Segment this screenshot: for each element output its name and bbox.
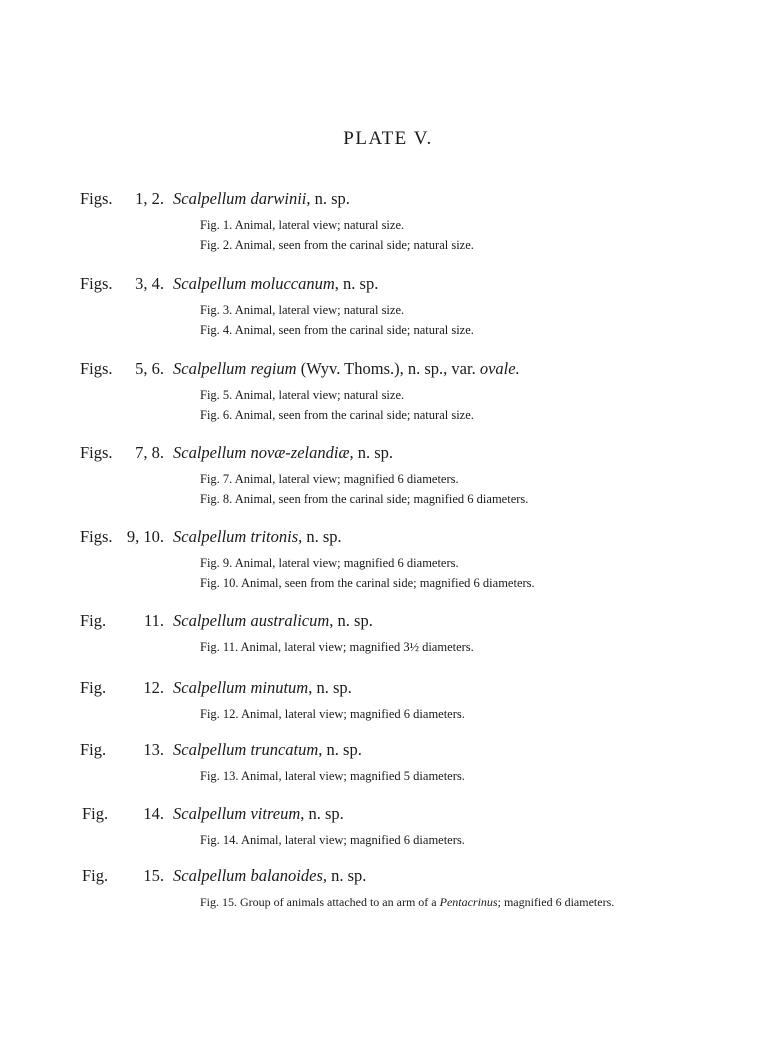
variety: ovale. — [479, 359, 520, 378]
caption-text: Animal, seen from the carinal side; natural size. — [234, 323, 474, 337]
caption — [200, 469, 776, 489]
figs-label: Figs. — [80, 359, 113, 378]
caption-text: Animal, lateral view; magnified 6 diameters. — [234, 472, 459, 486]
genus: Scalpellum — [173, 527, 247, 546]
caption-text: Animal, lateral view; magnified 6 diameters. — [234, 556, 459, 570]
genus: Scalpellum — [173, 678, 247, 697]
caption-fig: Fig. 5. — [200, 388, 233, 402]
figs-label: Fig. — [80, 678, 107, 697]
caption — [200, 385, 776, 405]
species-suffix: , n. sp. — [334, 274, 379, 293]
genus: Scalpellum — [173, 804, 247, 823]
plate-entry — [0, 443, 776, 509]
genus: Scalpellum — [173, 740, 247, 759]
caption-text: Animal, lateral view; magnified 3½ diameters. — [240, 640, 474, 654]
caption-text: Animal, seen from the carinal side; natural size. — [234, 238, 474, 252]
species: minutum — [250, 678, 309, 697]
figs-label: Figs. — [80, 189, 113, 208]
species-name — [173, 804, 344, 824]
entry-heading — [0, 527, 776, 553]
fig-numbers: 13. — [143, 740, 164, 759]
species-name — [173, 189, 350, 209]
plate-entry — [0, 678, 776, 724]
caption-text: Animal, lateral view; natural size. — [234, 218, 405, 232]
plate-entry — [0, 866, 776, 912]
species-suffix: , n. sp. — [300, 804, 344, 823]
species-name — [173, 443, 393, 463]
caption-text: Animal, lateral view; natural size. — [234, 388, 405, 402]
caption-text: Animal, lateral view; magnified 5 diameters. — [241, 769, 465, 783]
fig-numbers: 7, 8. — [135, 443, 164, 462]
species: darwinii — [250, 189, 307, 208]
caption-fig: Fig. 2. — [200, 238, 233, 252]
figs-label: Fig. — [80, 611, 107, 630]
plate-entry — [0, 740, 776, 786]
figs-label: Figs. — [80, 443, 113, 462]
caption — [200, 320, 776, 340]
caption-text: Group of animals attached to an arm of a — [240, 895, 437, 909]
plate-entry — [0, 804, 776, 850]
entry-heading — [0, 866, 776, 892]
species: balanoides — [250, 866, 323, 885]
species-suffix: , n. sp. — [298, 527, 342, 546]
fig-numbers: 9, 10. — [126, 527, 164, 546]
caption — [200, 300, 776, 320]
species-suffix: , n. sp. — [349, 443, 393, 462]
caption — [200, 405, 776, 425]
genus: Scalpellum — [173, 359, 247, 378]
genus: Scalpellum — [173, 866, 247, 885]
caption-tail: ; magnified 6 diameters. — [497, 895, 615, 909]
caption — [200, 215, 776, 235]
caption-fig: Fig. 10. — [200, 576, 239, 590]
species-suffix: , n. sp. — [306, 189, 350, 208]
entry-heading — [0, 611, 776, 637]
caption — [200, 637, 776, 657]
species-name — [173, 274, 378, 294]
caption-text: Animal, seen from the carinal side; natural size. — [234, 408, 474, 422]
species-name — [173, 527, 342, 547]
caption-fig: Fig. 13. — [200, 769, 239, 783]
caption — [200, 489, 776, 509]
caption-text: Animal, lateral view; magnified 6 diameters. — [241, 707, 465, 721]
genus: Scalpellum — [173, 274, 247, 293]
entry-heading — [0, 804, 776, 830]
caption-fig: Fig. 9. — [200, 556, 233, 570]
species-name — [173, 611, 373, 631]
caption-text: Animal, seen from the carinal side; magnified 6 diameters. — [234, 492, 529, 506]
species-suffix: , n. sp. — [318, 740, 362, 759]
fig-numbers: 5, 6. — [135, 359, 164, 378]
fig-numbers: 11. — [143, 611, 164, 630]
entry-heading — [0, 359, 776, 385]
caption-genus: Pentacrinus — [439, 895, 498, 909]
caption — [200, 573, 776, 593]
plate-entry — [0, 189, 776, 255]
fig-numbers: 1, 2. — [135, 189, 164, 208]
caption — [200, 830, 776, 850]
figs-label: Figs. — [80, 274, 113, 293]
caption-fig: Fig. 8. — [200, 492, 233, 506]
caption — [200, 704, 776, 724]
species-name — [173, 359, 520, 379]
fig-numbers: 15. — [143, 866, 164, 885]
species: tritonis — [250, 527, 299, 546]
caption-fig: Fig. 12. — [200, 707, 239, 721]
caption-text: Animal, seen from the carinal side; magnified 6 diameters. — [241, 576, 535, 590]
caption-fig: Fig. 4. — [200, 323, 233, 337]
species: regium — [250, 359, 297, 378]
fig-numbers: 14. — [143, 804, 164, 823]
plate-title: PLATE V. — [343, 128, 433, 149]
caption-text: Animal, lateral view; magnified 6 diameters. — [241, 833, 465, 847]
entry-heading — [0, 678, 776, 704]
fig-numbers: 3, 4. — [135, 274, 164, 293]
caption — [200, 235, 776, 255]
species-suffix: , n. sp. — [308, 678, 352, 697]
caption — [200, 766, 776, 786]
entry-heading — [0, 740, 776, 766]
caption-fig: Fig. 14. — [200, 833, 239, 847]
species: moluccanum — [250, 274, 335, 293]
figs-label: Figs. — [80, 527, 113, 546]
genus: Scalpellum — [173, 611, 247, 630]
caption-fig: Fig. 3. — [200, 303, 233, 317]
species-name — [173, 678, 352, 698]
genus: Scalpellum — [173, 189, 247, 208]
caption — [200, 892, 776, 912]
species: novæ-zelandiæ — [250, 443, 350, 462]
caption-fig: Fig. 1. — [200, 218, 233, 232]
species-suffix: , n. sp. — [329, 611, 373, 630]
caption-fig: Fig. 15. — [200, 895, 238, 909]
species: vitreum — [250, 804, 301, 823]
caption — [200, 553, 776, 573]
species-suffix: (Wyv. Thoms.), n. sp., var. — [296, 359, 476, 378]
entry-heading — [0, 189, 776, 215]
species-name — [173, 740, 362, 760]
plate-entry — [0, 359, 776, 425]
fig-numbers: 12. — [143, 678, 164, 697]
figs-label: Fig. — [80, 740, 107, 759]
figs-label: Fig. — [82, 866, 109, 885]
caption-fig: Fig. 11. — [200, 640, 239, 654]
caption-text: Animal, lateral view; natural size. — [234, 303, 405, 317]
entry-heading — [0, 443, 776, 469]
genus: Scalpellum — [173, 443, 247, 462]
species-name — [173, 866, 366, 886]
plate-entry — [0, 274, 776, 340]
caption-fig: Fig. 6. — [200, 408, 233, 422]
figs-label: Fig. — [82, 804, 109, 823]
species-suffix: , n. sp. — [322, 866, 367, 885]
plate-entry — [0, 527, 776, 593]
species: truncatum — [250, 740, 319, 759]
species: australicum — [250, 611, 330, 630]
plate-entry — [0, 611, 776, 657]
caption-fig: Fig. 7. — [200, 472, 233, 486]
entry-heading — [0, 274, 776, 300]
